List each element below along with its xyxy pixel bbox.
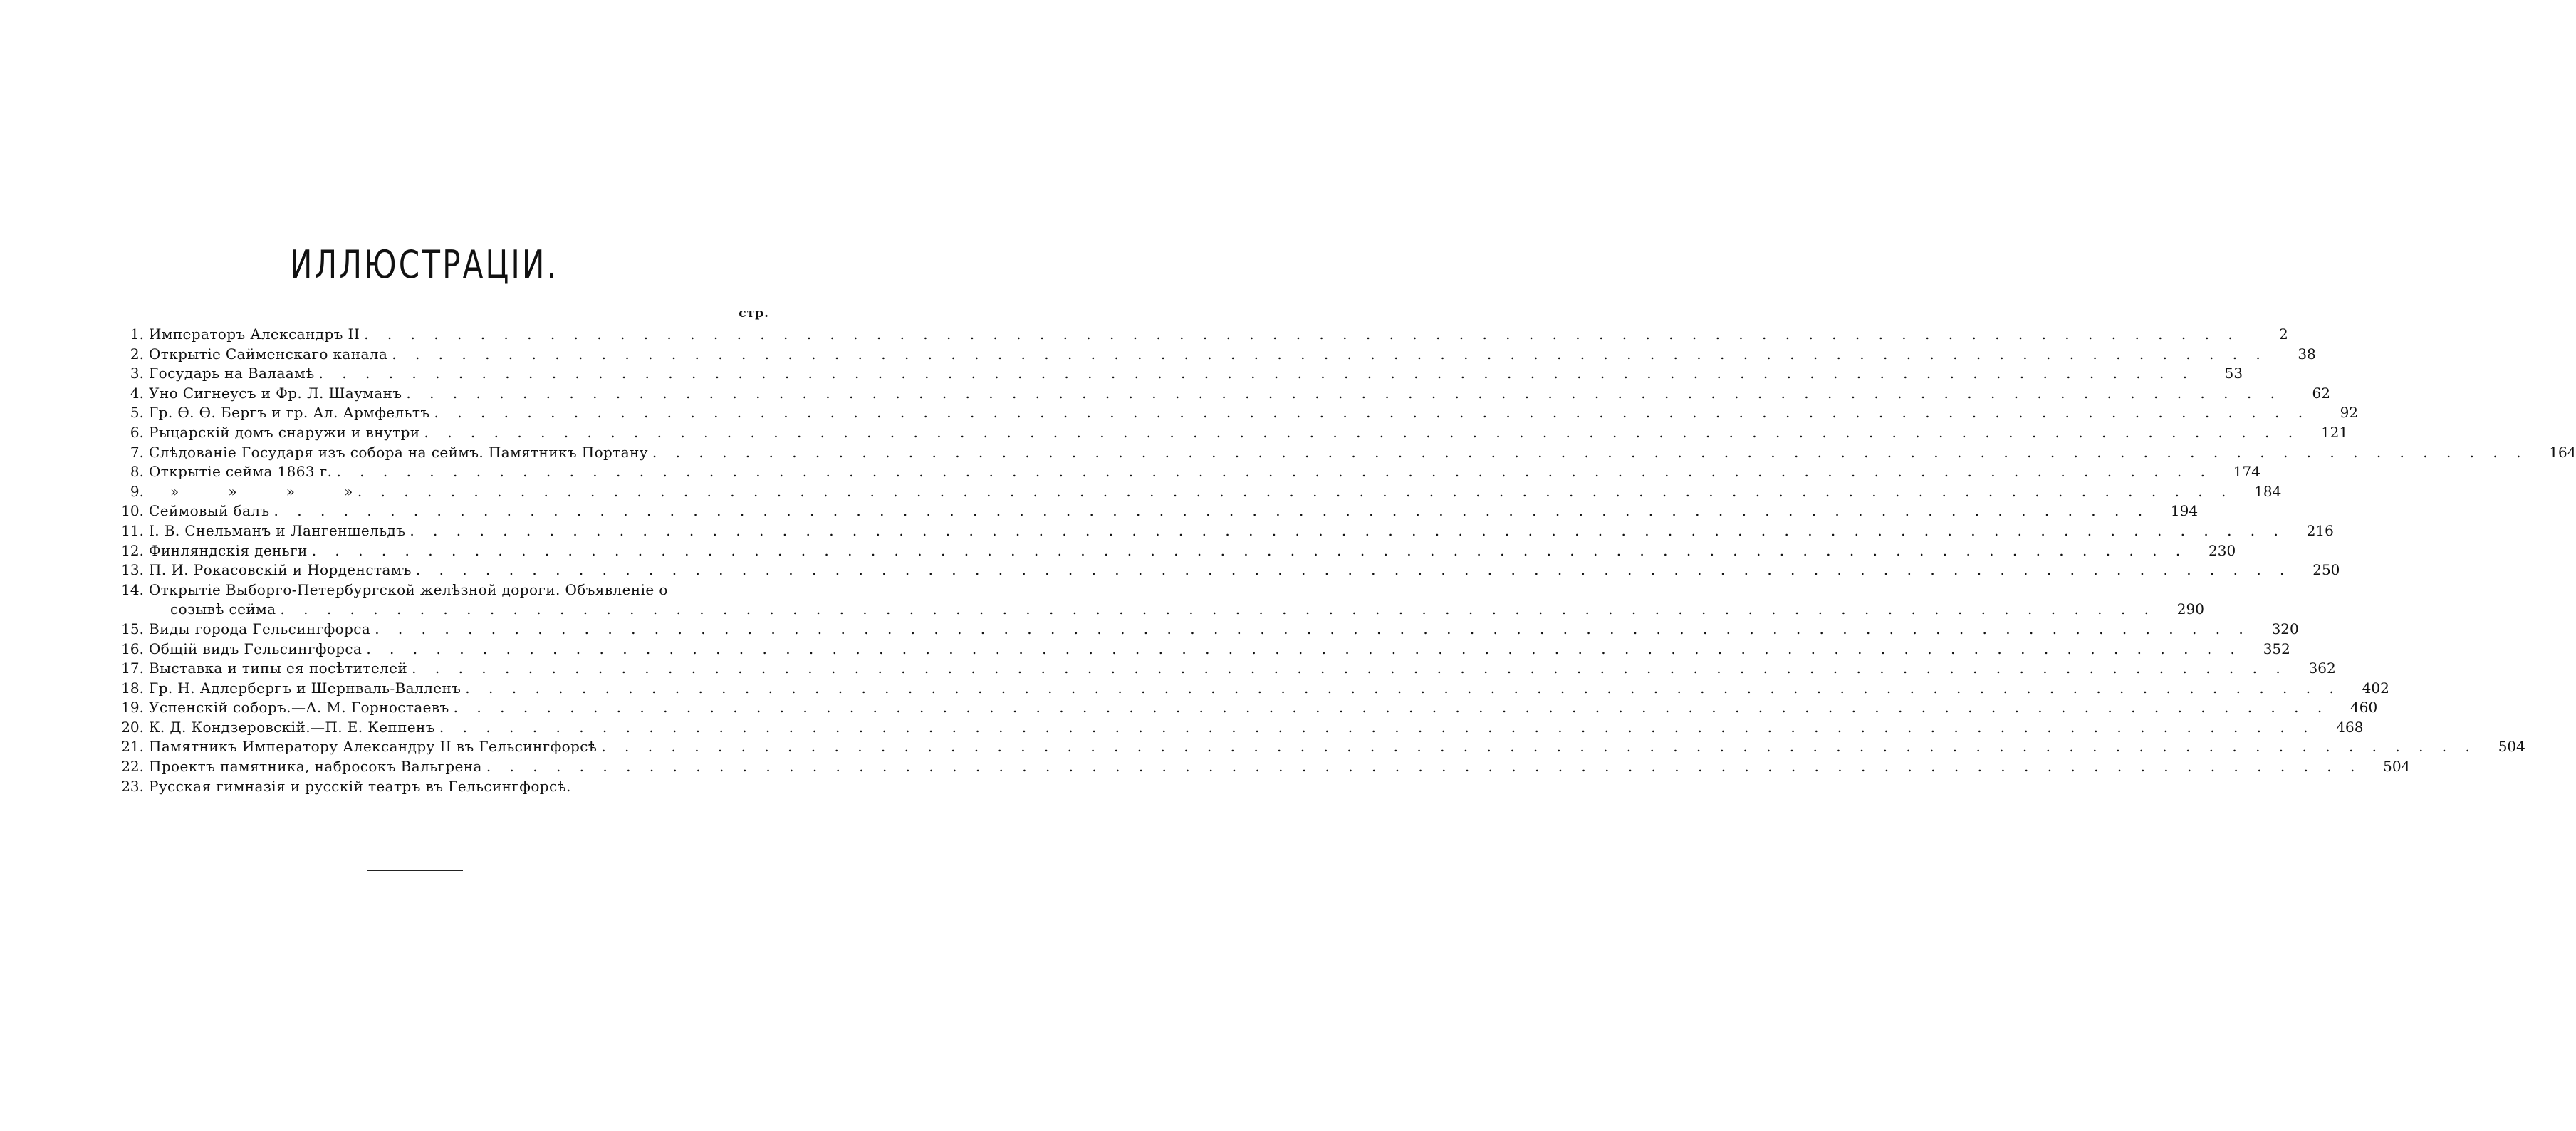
item-page: 460	[2350, 699, 2378, 716]
item-number: 17.	[121, 660, 144, 677]
item-title: Рыцарскій домъ снаружи и внутри	[149, 423, 420, 441]
item-page: 92	[2340, 404, 2359, 422]
item-page: 250	[2312, 561, 2340, 579]
leader-dots	[274, 501, 2150, 521]
item-title: Уно Сигнеусъ и Фр. Л. Шауманъ	[149, 384, 402, 402]
leader-dots	[465, 679, 2341, 699]
item-title: Гр. Н. Адлербергъ и Шернваль-Валленъ	[149, 679, 462, 697]
item-title: П. И. Рокасовскій и Норденстамъ	[149, 561, 412, 579]
item-title: Сеймовый балъ	[149, 502, 270, 520]
item-number: 12.	[121, 541, 144, 559]
item-title: Государь на Валаамѣ	[149, 365, 315, 382]
leader-dots	[319, 364, 2195, 384]
item-number: 21.	[121, 738, 144, 756]
item-page: 2	[2278, 325, 2288, 343]
item-page: 194	[2170, 502, 2199, 520]
item-title: » » » »	[170, 482, 353, 500]
leader-dots	[358, 482, 2233, 502]
item-title: Выставка и типы ея посѣтителей	[149, 660, 408, 677]
leader-dots	[336, 462, 2212, 482]
item-number: 22.	[121, 758, 144, 776]
leader-dots	[280, 600, 2156, 620]
item-number: 6.	[130, 423, 144, 441]
list-item	[111, 501, 2199, 521]
item-page: 504	[2383, 758, 2411, 776]
item-title: Русская гимназія и русскій театръ въ Гельсингфорсѣ.	[149, 777, 571, 795]
leader-dots	[434, 403, 2310, 423]
list-item	[111, 403, 2359, 423]
item-number: 10.	[121, 502, 144, 520]
list-item	[111, 659, 2336, 679]
illustrations-list	[111, 325, 2576, 796]
item-number: 3.	[130, 365, 144, 382]
item-page: 184	[2254, 482, 2282, 500]
item-page: 121	[2320, 423, 2349, 441]
item-page: 216	[2306, 521, 2334, 539]
item-page: 402	[2362, 679, 2389, 697]
leader-dots	[410, 521, 2285, 541]
leader-dots	[486, 757, 2362, 777]
item-page: 352	[2263, 640, 2290, 657]
list-item	[111, 325, 2288, 345]
item-title: Императоръ Александръ II	[149, 325, 360, 343]
item-page: 362	[2308, 660, 2336, 677]
list-item	[111, 423, 2349, 443]
item-page: 164	[2549, 443, 2576, 461]
leader-dots	[454, 698, 2330, 718]
leader-dots	[416, 561, 2292, 580]
list-item	[111, 443, 2576, 463]
item-title: Памятникъ Императору Александру II въ Гельсингфорсѣ	[149, 738, 598, 756]
leader-dots	[439, 718, 2315, 738]
item-number: 18.	[121, 679, 144, 697]
leader-dots	[366, 640, 2242, 660]
list-item	[111, 384, 2330, 404]
item-page: 174	[2233, 463, 2260, 481]
item-number: 4.	[130, 384, 144, 402]
leader-dots	[406, 384, 2282, 404]
item-page: 468	[2336, 718, 2364, 736]
item-title: Открытіе сейма 1863 г.	[149, 463, 333, 481]
item-title: I. В. Снельманъ и Лангеншельдъ	[149, 521, 406, 539]
leader-dots	[601, 737, 2477, 757]
list-item	[111, 698, 2378, 718]
item-title: Гр. Ѳ. Ѳ. Бергъ и гр. Ал. Армфельтъ	[149, 404, 430, 422]
list-item	[111, 561, 2340, 580]
item-page: 320	[2271, 620, 2299, 637]
leader-dots	[375, 620, 2251, 640]
item-title-continuation: созывѣ сейма	[170, 600, 276, 618]
item-number: 7.	[130, 443, 144, 461]
item-number: 15.	[121, 620, 144, 637]
list-item	[111, 737, 2525, 757]
item-number: 2.	[130, 345, 144, 363]
leader-dots	[392, 345, 2268, 365]
item-page: 38	[2298, 345, 2316, 363]
list-item	[111, 521, 2334, 541]
leader-dots	[312, 541, 2188, 561]
item-number: 19.	[121, 699, 144, 716]
page-column-header: стр.	[739, 306, 769, 320]
leader-dots	[412, 659, 2288, 679]
leader-dots	[424, 423, 2300, 443]
item-title: Виды города Гельсингфорса	[149, 620, 371, 637]
closing-rule	[367, 870, 463, 871]
list-item	[111, 462, 2260, 482]
item-title: Открытіе Сайменскаго канала	[149, 345, 388, 363]
item-number: 13.	[121, 561, 144, 579]
item-title: Финляндскія деньги	[149, 541, 308, 559]
list-item	[111, 345, 2316, 365]
leader-dots	[652, 443, 2528, 463]
item-number: 11.	[121, 521, 144, 539]
item-title: Открытіе Выборго-Петербургской желѣзной дороги. Объявленіе о	[149, 580, 668, 598]
item-title: Общій видъ Гельсингфорса	[149, 640, 363, 657]
list-item	[111, 364, 2243, 384]
item-page: 290	[2176, 600, 2204, 618]
list-item	[111, 757, 2411, 777]
list-item-continuation	[111, 600, 2204, 620]
item-title: Проектъ памятника, набросокъ Вальгрена	[149, 758, 482, 776]
list-item	[111, 679, 2389, 699]
list-item	[111, 640, 2290, 660]
list-item	[111, 541, 2236, 561]
leader-dots	[364, 325, 2240, 345]
item-page: 62	[2312, 384, 2330, 402]
item-page: 504	[2498, 738, 2525, 756]
item-number: 23.	[121, 777, 144, 795]
item-number: 9.	[130, 482, 144, 500]
item-title: Успенскій соборъ.—А. М. Горностаевъ	[149, 699, 449, 716]
list-item	[111, 777, 769, 797]
item-title: Слѣдованіе Государя изъ собора на сеймъ. Памятникъ Портану	[149, 443, 648, 461]
page-title: ИЛЛЮСТРАЦІИ.	[289, 242, 559, 287]
item-title: К. Д. Кондзеровскій.—П. Е. Кеппенъ	[149, 718, 435, 736]
item-page: 230	[2209, 541, 2236, 559]
list-item	[111, 718, 2364, 738]
list-item	[111, 620, 2299, 640]
item-number: 8.	[130, 463, 144, 481]
item-number: 16.	[121, 640, 144, 657]
item-number: 20.	[121, 718, 144, 736]
list-item	[111, 580, 769, 600]
item-number: 1.	[130, 325, 144, 343]
item-number: 5.	[130, 404, 144, 422]
item-page: 53	[2224, 365, 2243, 382]
item-number: 14.	[121, 580, 144, 598]
list-item	[111, 482, 2282, 502]
